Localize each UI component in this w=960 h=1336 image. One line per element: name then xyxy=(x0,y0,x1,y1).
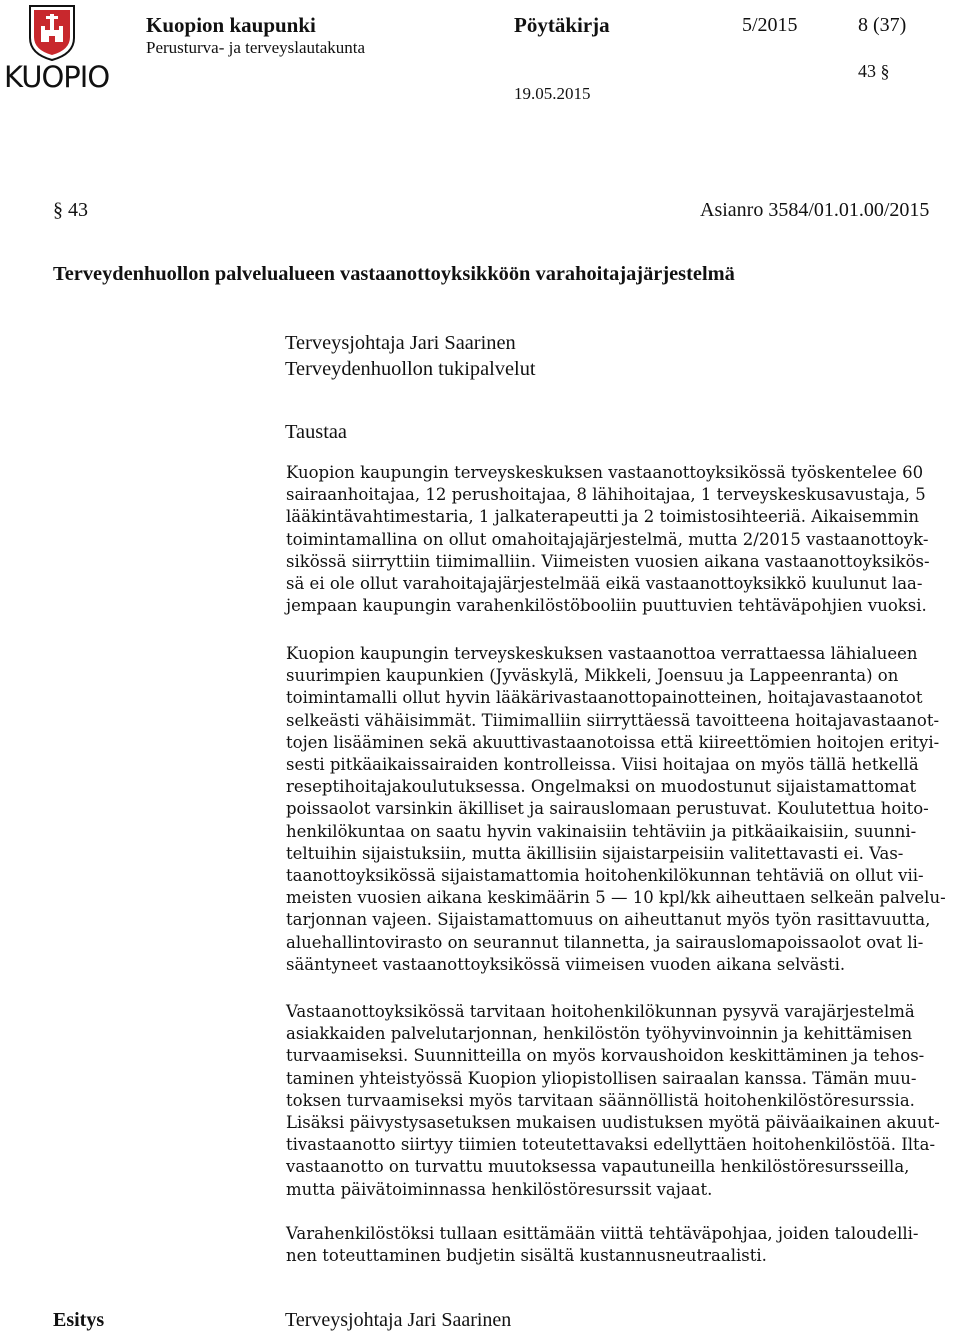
text-line: reseptihoitajakoulutuksessa. Ongelmaksi on muodostunut sijaistamattomat xyxy=(286,777,917,797)
text-line: sairaanhoitajaa, 12 perushoitajaa, 8 lähihoitajaa, 1 terveyskeskusavustaja, 5 xyxy=(286,485,926,505)
text-line: henkilökuntaa on saatu hyvin vakinaisiin tehtäviin ja pitkäaikaisiin, suunni- xyxy=(286,821,917,841)
section-title: Terveydenhuollon palvelualueen vastaanottoyksikköön varahoitajajärjestelmä xyxy=(53,263,735,285)
presenter-block xyxy=(285,330,536,382)
text-line: tojen lisääminen sekä akuuttivastaanotoissa että kiireettömien hoitojen erityi- xyxy=(286,732,940,752)
text-line: lääkintävahtimestaria, 1 jalkaterapeutti ja 2 toimistosihteeriä. Aikaisemmin xyxy=(286,507,920,527)
text-line: asiakkaiden palvelutarjonnan, henkilöstön työhyvinvoinnin ja kehittämisen xyxy=(286,1024,913,1044)
section-reference: 43 § xyxy=(858,61,890,81)
paragraph-need xyxy=(286,1001,956,1201)
text-line: sesti pitkäaikaissairaiden kontrolleissa. Viisi hoitajaa on myös tällä hetkellä xyxy=(286,755,919,775)
city-logo xyxy=(4,4,110,96)
text-line: Kuopion kaupungin terveyskeskuksen vastaanottoyksikössä työskentelee 60 xyxy=(286,463,924,482)
text-line: nen toteuttaminen budjetin sisältä kustannusneutraalisti. xyxy=(286,1246,767,1266)
text-line: Lisäksi päivystysasetuksen mukaisen uudistuksen myötä päiväaikainen akuut- xyxy=(286,1113,940,1133)
text-line: toksen turvaamiseksi myös tarvitaan säännöllistä hoitohenkilöstöresurssia. xyxy=(286,1090,915,1110)
text-line: taanottoyksikössä sijaistamattomia hoitohenkilökunnan tehtäviä on ollut vii- xyxy=(286,866,924,886)
meeting-date: 19.05.2015 xyxy=(514,84,591,103)
document-type: Pöytäkirja xyxy=(514,13,610,37)
text-line: tivastaanotto siirtyy tiimien toteutettavaksi edellyttäen hoitohenkilöstöä. Ilta- xyxy=(286,1135,936,1155)
background-heading: Taustaa xyxy=(285,421,347,443)
text-line: aluehallintovirasto on seurannut tilannetta, ja sairauslomapoissaolot ovat li- xyxy=(286,932,924,952)
organization-name: Kuopion kaupunki xyxy=(146,13,316,37)
coat-of-arms-icon xyxy=(4,4,100,62)
text-line: Varahenkilöstöksi tullaan esittämään viittä tehtäväpohjaa, joiden taloudelli- xyxy=(286,1224,919,1243)
text-line: toimintamallina on ollut omahoitajajärjestelmä, mutta 2/2015 vastaanottoyk- xyxy=(286,529,929,549)
presenter-name: Terveysjohtaja Jari Saarinen xyxy=(285,332,516,354)
text-line: poissaolot varsinkin äkilliset ja sairauslomaan perustuvat. Koulutettua hoito- xyxy=(286,799,929,819)
section-number: § 43 xyxy=(53,199,88,221)
document-number: 5/2015 xyxy=(742,14,798,36)
text-line: vastaanotto on turvattu muutoksessa vapautuneilla henkilöstöresursseilla, xyxy=(286,1157,910,1177)
proposal-presenter: Terveysjohtaja Jari Saarinen xyxy=(285,1309,512,1331)
case-number: Asianro 3584/01.01.00/2015 xyxy=(700,199,930,221)
text-line: Vastaanottoyksikössä tarvitaan hoitohenkilökunnan pysyvä varajärjestelmä xyxy=(286,1002,915,1021)
organization-unit: Perusturva- ja terveyslautakunta xyxy=(146,38,366,57)
paragraph-comparison xyxy=(286,643,956,976)
proposal-label: Esitys xyxy=(53,1309,105,1331)
text-line: tarjonnan vajeen. Sijaistamattomuus on aiheuttanut myös työn rasittavuutta, xyxy=(286,910,931,930)
text-line: jempaan kaupungin varahenkilöstöbooliin puuttuvien tehtäväpohjien vuoksi. xyxy=(286,596,927,616)
text-line: sikössä siirryttiin tiimimalliin. Viimeisten vuosien aikana vastaanottoyksikös- xyxy=(286,551,930,571)
logo-text: KUOPIO xyxy=(4,60,110,94)
text-line: Kuopion kaupungin terveyskeskuksen vastaanottoa verrattaessa lähialueen xyxy=(286,644,918,663)
paragraph-proposal xyxy=(286,1223,956,1267)
page-number: 8 (37) xyxy=(858,14,907,36)
text-line: selkeästi vähäisimmät. Tiimimalliin siirryttäessä tavoitteena hoitajavastaanot- xyxy=(286,710,940,730)
text-line: mutta päivätoiminnassa henkilöstöresurssit vajaat. xyxy=(286,1179,713,1199)
text-line: sääntyneet vastaanottoyksikössä viimeisen vuoden aikana selvästi. xyxy=(286,954,846,974)
text-line: suurimpien kaupunkien (Jyväskylä, Mikkeli, Joensuu ja Lappeenranta) on xyxy=(286,666,899,686)
paragraph-background xyxy=(286,462,956,617)
text-line: teltuihin sijaistuksiin, mutta äkillisiin sijaistarpeisiin valitettavasti ei. Vas- xyxy=(286,843,904,863)
text-line: turvaamiseksi. Suunnitteilla on myös korvaushoidon keskittäminen ja tehos- xyxy=(286,1046,925,1066)
text-line: sä ei ole ollut varahoitajajärjestelmää eikä vastaanottoyksikkö kuulunut laa- xyxy=(286,574,923,594)
text-line: taminen yhteistyössä Kuopion yliopistollisen sairaalan kanssa. Tämän muu- xyxy=(286,1068,917,1088)
text-line: toimintamalli ollut hyvin lääkärivastaanottopainotteinen, hoitajavastaanotot xyxy=(286,688,923,708)
text-line: meisten vuosien aikana keskimäärin 5 — 10 kpl/kk aiheuttaen selkeän palvelu- xyxy=(286,888,946,908)
presenter-unit: Terveydenhuollon tukipalvelut xyxy=(285,358,536,380)
